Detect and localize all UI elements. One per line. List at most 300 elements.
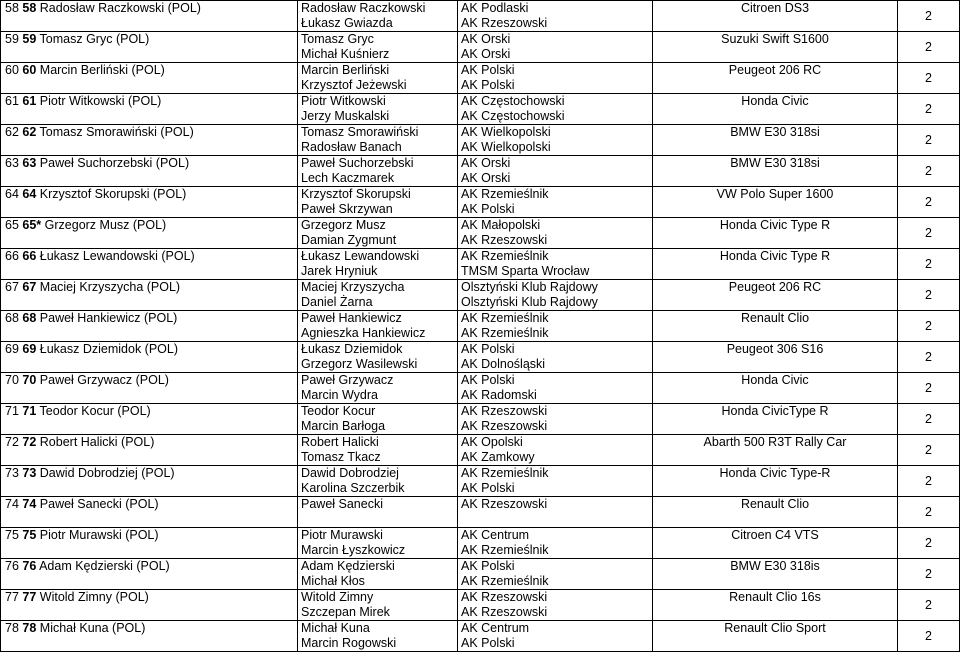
order-number: 77	[5, 590, 19, 604]
entrant-name: Maciej Krzyszycha (POL)	[39, 280, 181, 294]
crew-cell	[298, 1, 458, 32]
driver-club: AK Wielkopolski	[461, 125, 551, 139]
codriver-name: Daniel Żarna	[301, 295, 373, 309]
car-cell	[653, 311, 898, 342]
club-cell	[458, 1, 653, 32]
codriver-name: Jerzy Muskalski	[301, 109, 390, 123]
entrant-name: Adam Kędzierski (POL)	[39, 559, 170, 573]
class-value: 2	[925, 319, 932, 333]
club-cell	[458, 156, 653, 187]
start-number: 67	[22, 280, 37, 294]
codriver-name: Marcin Barłoga	[301, 419, 386, 433]
car-model: BMW E30 318is	[730, 559, 820, 573]
crew-cell	[298, 218, 458, 249]
club-cell	[458, 404, 653, 435]
start-number: 77	[22, 590, 37, 604]
club-cell	[458, 497, 653, 528]
entrant-cell	[1, 435, 298, 466]
order-number: 60	[5, 63, 19, 77]
entrant-cell	[1, 187, 298, 218]
table-row	[1, 559, 960, 590]
entrant-name: Paweł Grzywacz (POL)	[39, 373, 169, 387]
entrant-cell	[1, 342, 298, 373]
car-cell	[653, 528, 898, 559]
class-cell	[898, 466, 960, 497]
table-row	[1, 63, 960, 94]
class-cell	[898, 125, 960, 156]
codriver-name: Marcin Rogowski	[301, 636, 397, 650]
order-number: 58	[5, 1, 19, 15]
driver-club: AK Małopolski	[461, 218, 541, 232]
codriver-club: AK Polski	[461, 78, 515, 92]
driver-name: Piotr Witkowski	[301, 94, 386, 108]
table-row	[1, 280, 960, 311]
codriver-club: AK Orski	[461, 47, 511, 61]
codriver-club: AK Rzemieślnik	[461, 543, 549, 557]
codriver-club: AK Rzeszowski	[461, 16, 548, 30]
driver-name: Radosław Raczkowski	[301, 1, 426, 15]
codriver-club: AK Orski	[461, 171, 511, 185]
codriver-club: Olsztyński Klub Rajdowy	[461, 295, 598, 309]
table-row	[1, 497, 960, 528]
codriver-name: Damian Zygmunt	[301, 233, 397, 247]
start-number: 72	[22, 435, 37, 449]
club-cell	[458, 435, 653, 466]
driver-name: Paweł Grzywacz	[301, 373, 394, 387]
class-value: 2	[925, 350, 932, 364]
driver-name: Tomasz Gryc	[301, 32, 374, 46]
crew-cell	[298, 125, 458, 156]
driver-name: Teodor Kocur	[301, 404, 376, 418]
entrant-name: Witold Zimny (POL)	[39, 590, 149, 604]
entrant-name: Paweł Hankiewicz (POL)	[39, 311, 178, 325]
codriver-club: AK Polski	[461, 481, 515, 495]
class-cell	[898, 528, 960, 559]
table-row	[1, 621, 960, 652]
class-cell	[898, 621, 960, 652]
class-value: 2	[925, 474, 932, 488]
car-cell	[653, 435, 898, 466]
order-number: 69	[5, 342, 19, 356]
codriver-name: Szczepan Mirek	[301, 605, 390, 619]
table-row	[1, 156, 960, 187]
order-number: 72	[5, 435, 19, 449]
driver-club: AK Opolski	[461, 435, 523, 449]
car-model: Renault Clio 16s	[729, 590, 821, 604]
entrant-name: Tomasz Gryc (POL)	[39, 32, 150, 46]
start-number: 71	[22, 404, 37, 418]
crew-cell	[298, 342, 458, 373]
class-value: 2	[925, 133, 932, 147]
codriver-name: Paweł Skrzywan	[301, 202, 393, 216]
codriver-club: AK Dolnośląski	[461, 357, 546, 371]
order-number: 64	[5, 187, 19, 201]
entrant-cell	[1, 559, 298, 590]
car-cell	[653, 156, 898, 187]
order-number: 61	[5, 94, 19, 108]
start-number: 78	[22, 621, 37, 635]
car-model: Honda Civic	[741, 373, 809, 387]
car-model: Peugeot 206 RC	[728, 280, 822, 294]
table-row	[1, 590, 960, 621]
crew-cell	[298, 187, 458, 218]
driver-club: AK Rzemieślnik	[461, 187, 549, 201]
car-model: Honda Civic	[741, 94, 809, 108]
codriver-club	[461, 512, 649, 527]
codriver-club: AK Polski	[461, 202, 515, 216]
entrant-cell	[1, 156, 298, 187]
class-cell	[898, 187, 960, 218]
start-number: 75	[22, 528, 37, 542]
car-model: Honda Civic Type R	[719, 218, 831, 232]
order-number: 63	[5, 156, 19, 170]
entrant-cell	[1, 218, 298, 249]
class-value: 2	[925, 71, 932, 85]
entrant-cell	[1, 280, 298, 311]
codriver-club: AK Rzemieślnik	[461, 326, 549, 340]
driver-name: Witold Zimny	[301, 590, 374, 604]
crew-cell	[298, 466, 458, 497]
club-cell	[458, 32, 653, 63]
codriver-club: AK Rzeszowski	[461, 419, 548, 433]
crew-cell	[298, 63, 458, 94]
table-row	[1, 1, 960, 32]
driver-club: AK Rzeszowski	[461, 404, 548, 418]
car-model: Abarth 500 R3T Rally Car	[703, 435, 847, 449]
codriver-name: Radosław Banach	[301, 140, 402, 154]
driver-name: Robert Halicki	[301, 435, 379, 449]
start-number: 63	[22, 156, 37, 170]
table-row	[1, 404, 960, 435]
entrant-name: Michał Kuna (POL)	[39, 621, 146, 635]
club-cell	[458, 63, 653, 94]
class-cell	[898, 156, 960, 187]
car-model: Honda Civic Type-R	[719, 466, 831, 480]
driver-name: Tomasz Smorawiński	[301, 125, 419, 139]
codriver-name: Michał Kłos	[301, 574, 365, 588]
club-cell	[458, 218, 653, 249]
codriver-name: Krzysztof Jeżewski	[301, 78, 407, 92]
table-row	[1, 342, 960, 373]
codriver-name: Lech Kaczmarek	[301, 171, 395, 185]
class-value: 2	[925, 629, 932, 643]
club-cell	[458, 559, 653, 590]
entrant-cell	[1, 249, 298, 280]
driver-club: AK Polski	[461, 63, 515, 77]
club-cell	[458, 373, 653, 404]
entrant-name: Dawid Dobrodziej (POL)	[39, 466, 175, 480]
club-cell	[458, 125, 653, 156]
codriver-club: AK Rzeszowski	[461, 605, 548, 619]
entrant-cell	[1, 63, 298, 94]
class-value: 2	[925, 9, 932, 23]
driver-club: AK Rzeszowski	[461, 497, 548, 511]
car-cell	[653, 218, 898, 249]
driver-name: Grzegorz Musz	[301, 218, 386, 232]
class-cell	[898, 559, 960, 590]
club-cell	[458, 342, 653, 373]
entrant-cell	[1, 373, 298, 404]
class-cell	[898, 435, 960, 466]
class-cell	[898, 311, 960, 342]
entrant-name: Piotr Murawski (POL)	[39, 528, 159, 542]
entrant-name: Grzegorz Musz (POL)	[44, 218, 167, 232]
car-cell	[653, 32, 898, 63]
crew-cell	[298, 156, 458, 187]
car-model: VW Polo Super 1600	[716, 187, 834, 201]
codriver-name: Grzegorz Wasilewski	[301, 357, 418, 371]
class-value: 2	[925, 164, 932, 178]
entry-list-body	[1, 1, 960, 652]
order-number: 68	[5, 311, 19, 325]
car-model: Honda CivicType R	[721, 404, 829, 418]
car-cell	[653, 404, 898, 435]
entrant-cell	[1, 125, 298, 156]
entrant-cell	[1, 1, 298, 32]
start-number: 65*	[22, 218, 42, 232]
car-cell	[653, 94, 898, 125]
club-cell	[458, 249, 653, 280]
driver-name: Paweł Sanecki	[301, 497, 383, 511]
entrant-cell	[1, 528, 298, 559]
order-number: 70	[5, 373, 19, 387]
class-cell	[898, 94, 960, 125]
driver-name: Łukasz Dziemidok	[301, 342, 403, 356]
codriver-name: Michał Kuśnierz	[301, 47, 390, 61]
class-value: 2	[925, 195, 932, 209]
order-number: 74	[5, 497, 19, 511]
table-row	[1, 249, 960, 280]
start-number: 66	[22, 249, 37, 263]
entrant-name: Radosław Raczkowski (POL)	[39, 1, 201, 15]
codriver-club: AK Zamkowy	[461, 450, 535, 464]
crew-cell	[298, 373, 458, 404]
driver-name: Michał Kuna	[301, 621, 370, 635]
car-cell	[653, 621, 898, 652]
table-row	[1, 125, 960, 156]
class-value: 2	[925, 505, 932, 519]
car-cell	[653, 466, 898, 497]
car-model: Renault Clio Sport	[724, 621, 826, 635]
car-cell	[653, 373, 898, 404]
start-number: 68	[22, 311, 37, 325]
driver-name: Dawid Dobrodziej	[301, 466, 399, 480]
table-row	[1, 218, 960, 249]
entrant-name: Łukasz Dziemidok (POL)	[39, 342, 179, 356]
entrant-name: Piotr Witkowski (POL)	[39, 94, 162, 108]
order-number: 71	[5, 404, 19, 418]
table-row	[1, 32, 960, 63]
class-value: 2	[925, 567, 932, 581]
crew-cell	[298, 590, 458, 621]
club-cell	[458, 466, 653, 497]
driver-club: AK Orski	[461, 32, 511, 46]
club-cell	[458, 528, 653, 559]
driver-club: AK Rzemieślnik	[461, 466, 549, 480]
entrant-cell	[1, 497, 298, 528]
entrant-name: Robert Halicki (POL)	[39, 435, 155, 449]
car-cell	[653, 1, 898, 32]
class-cell	[898, 218, 960, 249]
order-number: 66	[5, 249, 19, 263]
start-number: 59	[22, 32, 37, 46]
car-model: BMW E30 318si	[730, 125, 820, 139]
driver-name: Krzysztof Skorupski	[301, 187, 411, 201]
codriver-name: Jarek Hryniuk	[301, 264, 378, 278]
start-number: 74	[22, 497, 37, 511]
entrant-cell	[1, 404, 298, 435]
order-number: 76	[5, 559, 19, 573]
class-cell	[898, 249, 960, 280]
car-model: Honda Civic Type R	[719, 249, 831, 263]
car-model: Citroen DS3	[740, 1, 810, 15]
table-row	[1, 435, 960, 466]
codriver-club: AK Radomski	[461, 388, 537, 402]
class-value: 2	[925, 536, 932, 550]
table-row	[1, 94, 960, 125]
crew-cell	[298, 528, 458, 559]
entrant-cell	[1, 94, 298, 125]
driver-club: AK Częstochowski	[461, 94, 565, 108]
car-model: Renault Clio	[740, 311, 810, 325]
codriver-club: AK Rzemieślnik	[461, 574, 549, 588]
table-row	[1, 311, 960, 342]
driver-name: Paweł Hankiewicz	[301, 311, 402, 325]
car-cell	[653, 280, 898, 311]
class-cell	[898, 1, 960, 32]
crew-cell	[298, 435, 458, 466]
driver-club: AK Polski	[461, 342, 515, 356]
start-number: 61	[22, 94, 37, 108]
driver-name: Piotr Murawski	[301, 528, 383, 542]
order-number: 65	[5, 218, 19, 232]
entrant-name: Paweł Sanecki (POL)	[39, 497, 159, 511]
class-value: 2	[925, 102, 932, 116]
class-value: 2	[925, 381, 932, 395]
class-value: 2	[925, 288, 932, 302]
crew-cell	[298, 249, 458, 280]
crew-cell	[298, 311, 458, 342]
class-value: 2	[925, 443, 932, 457]
crew-cell	[298, 621, 458, 652]
table-row	[1, 187, 960, 218]
class-cell	[898, 342, 960, 373]
car-cell	[653, 249, 898, 280]
codriver-name: Marcin Wydra	[301, 388, 378, 402]
entrant-name: Krzysztof Skorupski (POL)	[39, 187, 187, 201]
order-number: 67	[5, 280, 19, 294]
car-cell	[653, 63, 898, 94]
class-cell	[898, 280, 960, 311]
driver-club: AK Rzeszowski	[461, 590, 548, 604]
crew-cell	[298, 94, 458, 125]
driver-club: AK Polski	[461, 559, 515, 573]
club-cell	[458, 590, 653, 621]
class-cell	[898, 63, 960, 94]
driver-club: AK Centrum	[461, 528, 530, 542]
entrant-name: Łukasz Lewandowski (POL)	[39, 249, 195, 263]
car-model: Renault Clio	[740, 497, 810, 511]
start-number: 76	[22, 559, 37, 573]
car-model: Peugeot 206 RC	[728, 63, 822, 77]
table-row	[1, 528, 960, 559]
entrant-cell	[1, 590, 298, 621]
car-cell	[653, 497, 898, 528]
codriver-club: AK Wielkopolski	[461, 140, 551, 154]
table-row	[1, 466, 960, 497]
driver-name: Marcin Berliński	[301, 63, 390, 77]
car-cell	[653, 125, 898, 156]
start-number: 62	[22, 125, 37, 139]
order-number: 59	[5, 32, 19, 46]
driver-club: AK Polski	[461, 373, 515, 387]
driver-club: AK Rzemieślnik	[461, 249, 549, 263]
car-cell	[653, 559, 898, 590]
class-value: 2	[925, 40, 932, 54]
codriver-name: Łukasz Gwiazda	[301, 16, 393, 30]
club-cell	[458, 311, 653, 342]
car-model: Citroen C4 VTS	[731, 528, 819, 542]
crew-cell	[298, 280, 458, 311]
class-cell	[898, 404, 960, 435]
class-cell	[898, 32, 960, 63]
driver-name: Adam Kędzierski	[301, 559, 395, 573]
car-model: Suzuki Swift S1600	[721, 32, 829, 46]
start-number: 73	[22, 466, 37, 480]
order-number: 75	[5, 528, 19, 542]
driver-club: Olsztyński Klub Rajdowy	[461, 280, 598, 294]
driver-club: AK Podlaski	[461, 1, 529, 15]
order-number: 73	[5, 466, 19, 480]
club-cell	[458, 94, 653, 125]
driver-name: Łukasz Lewandowski	[301, 249, 420, 263]
class-value: 2	[925, 226, 932, 240]
class-cell	[898, 373, 960, 404]
entrant-cell	[1, 311, 298, 342]
codriver-name: Karolina Szczerbik	[301, 481, 405, 495]
codriver-club: AK Rzeszowski	[461, 233, 548, 247]
car-model: Peugeot 306 S16	[726, 342, 824, 356]
class-cell	[898, 590, 960, 621]
class-cell	[898, 497, 960, 528]
entrant-name: Teodor Kocur (POL)	[39, 404, 151, 418]
driver-club: AK Rzemieślnik	[461, 311, 549, 325]
car-cell	[653, 187, 898, 218]
driver-name: Maciej Krzyszycha	[301, 280, 405, 294]
start-number: 70	[22, 373, 37, 387]
class-value: 2	[925, 598, 932, 612]
entrant-cell	[1, 466, 298, 497]
order-number: 62	[5, 125, 19, 139]
club-cell	[458, 621, 653, 652]
entrant-name: Tomasz Smorawiński (POL)	[39, 125, 194, 139]
entrant-name: Paweł Suchorzebski (POL)	[39, 156, 190, 170]
crew-cell	[298, 497, 458, 528]
entrant-name: Marcin Berliński (POL)	[39, 63, 165, 77]
driver-club: AK Centrum	[461, 621, 530, 635]
codriver-name: Tomasz Tkacz	[301, 450, 381, 464]
entrant-cell	[1, 621, 298, 652]
codriver-club: AK Częstochowski	[461, 109, 565, 123]
crew-cell	[298, 404, 458, 435]
codriver-name: Agnieszka Hankiewicz	[301, 326, 426, 340]
codriver-name: Marcin Łyszkowicz	[301, 543, 406, 557]
crew-cell	[298, 559, 458, 590]
car-cell	[653, 590, 898, 621]
driver-club: AK Orski	[461, 156, 511, 170]
order-number: 78	[5, 621, 19, 635]
entrant-cell	[1, 32, 298, 63]
